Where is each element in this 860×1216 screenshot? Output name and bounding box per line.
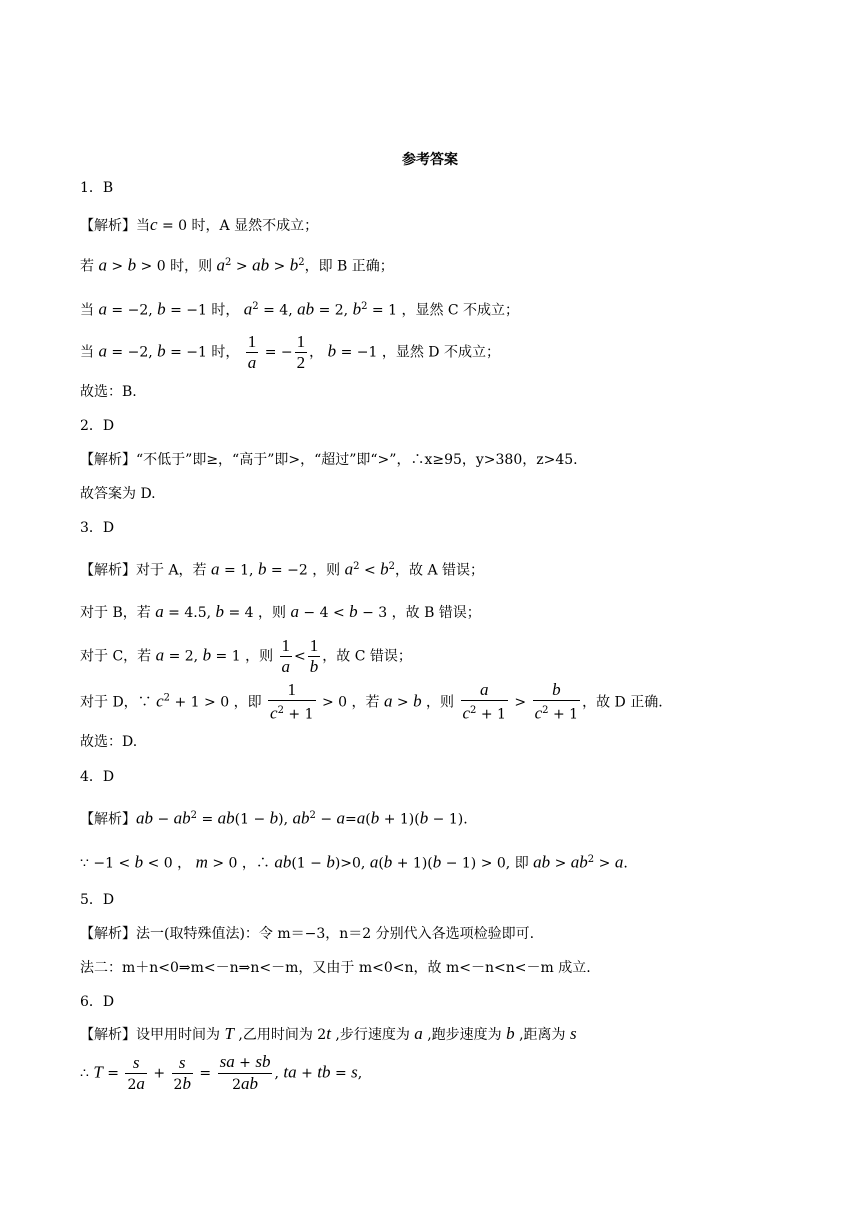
item-2-line-2: 故答案为 D. [80,486,156,502]
item-3-line-3: 对于 C，若 a = 2, b = 1 ，则 $\frac{1}{a}$ < $\frac{1}{b}$ ，故 C 错误； [80,636,412,676]
item-2-line-1: 【解析】“不低于”即≥，“高于”即>，“超过”即“>”，∴x≥95，y>380，z>45. [80,452,578,468]
item-1-line-2: 若 a > b > 0 时，则 $a^2$ > ab > $b^2$，即 B 正确； [80,255,394,275]
item-3-line-4: 对于 D，∵ $c^2 + 1 > 0$ ，即 $\frac{1}{c^2 + 1}$ > 0 ，若 a > b ，则 $\frac{a}{c^2 + 1}$ > $\frac{b}{c^2 + 1}$ ，故 D 正确. [80,680,663,723]
item-3-number: 3．D [80,520,115,536]
item-5-number: 5．D [80,892,115,908]
item-3-line-1: 【解析】对于 A，若 a = 1, b = −2 ，则 $a^2 < b^2$，故 A 错误； [80,559,485,579]
item-4-line-2: ∵ −1 < b < 0 ， m > 0 ，∴ ab(1 − b)>0, a(b + 1)(b − 1) > 0, 即 ab > $ab^2 > a$. [80,852,628,872]
item-6-line-1: 【解析】设甲用时间为 T ,乙用时间为 2t ,步行速度为 a ,跑步速度为 b ,距离为 s [80,1024,577,1043]
item-6-number: 6．D [80,994,115,1010]
item-1-line-1: 【解析】当c = 0 时，A 显然不成立； [80,215,319,234]
item-5-line-2: 法二：m＋n<0⇒m<－n⇒n<－m，又由于 m<0<n，故 m<－n<n<－m 成立. [80,960,591,976]
item-1-line-4: 当 a = −2, b = −1 时， $\frac{1}{a}$ = − $\frac{1}{2}$ ， b = −1 ，显然 D 不成立； [80,332,500,372]
item-2-number: 2．D [80,418,115,434]
item-4-number: 4．D [80,769,115,785]
item-6-line-2: ∴ T = $\frac{s}{2a}$ + $\frac{s}{2b}$ = $\frac{sa + sb}{2ab}$ , ta + tb = s, [80,1052,363,1093]
item-3-line-5: 故选：D. [80,734,138,750]
item-3-line-2: 对于 B，若 a = 4.5, b = 4 ，则 a − 4 < b − 3 ，故 B 错误； [80,602,481,621]
item-5-line-1: 【解析】法一(取特殊值法)：令 m＝−3，n＝2 分别代入各选项检验即可. [80,926,535,942]
page-title: 参考答案 [402,152,458,168]
item-1-number: 1．B [80,180,114,196]
item-1-line-5: 故选：B. [80,384,137,400]
item-4-line-1: 【解析】ab − $ab^2 = ab(1 - b)$, $ab^2 - a=a(b + 1)(b - 1)$. [80,808,468,828]
item-1-line-3: 当 a = −2, b = −1 时， $a^2 = 4$, ab = 2, $b^2 = 1$ ，显然 C 不成立； [80,299,520,319]
